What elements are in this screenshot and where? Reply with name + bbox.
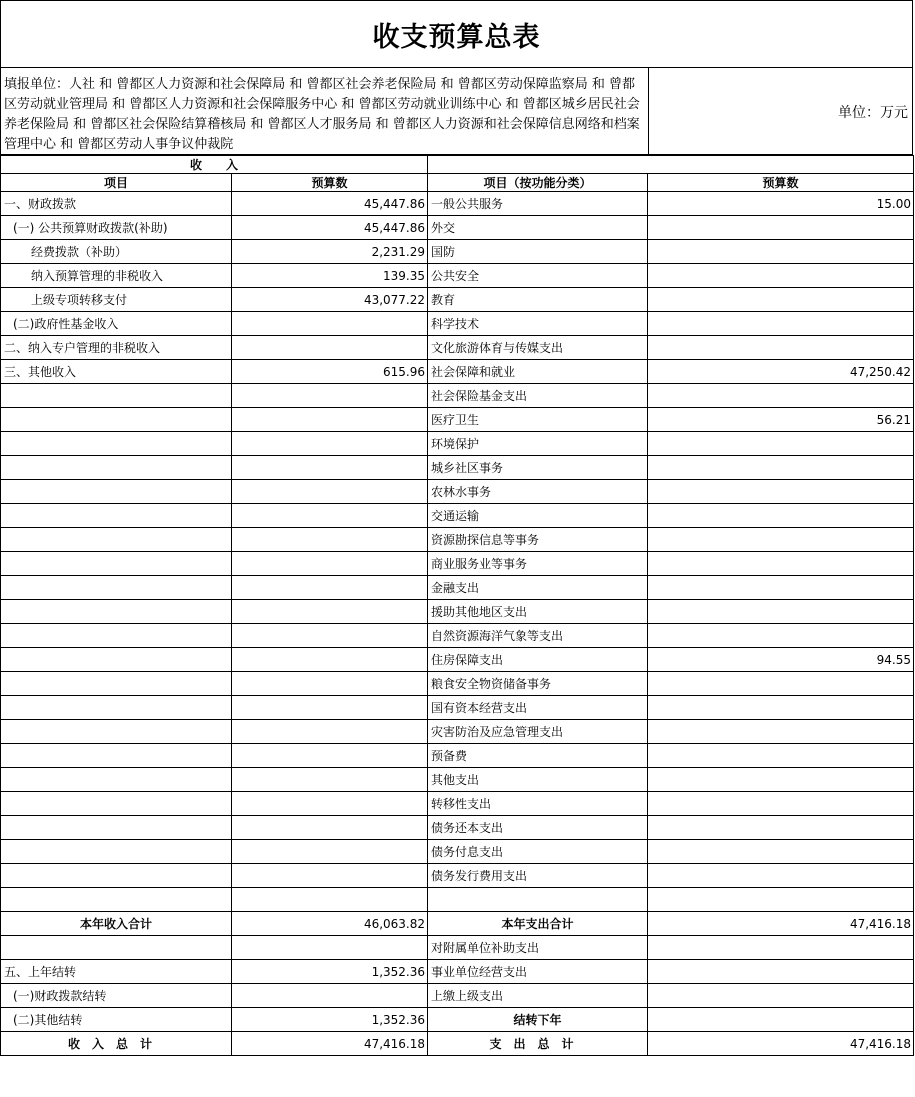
- income-item: [1, 432, 232, 456]
- income-budget: [232, 744, 428, 768]
- expense-item: 灾害防治及应急管理支出: [428, 720, 648, 744]
- income-budget: [232, 576, 428, 600]
- table-row: [1, 576, 914, 600]
- expense-item: 商业服务业等事务: [428, 552, 648, 576]
- filler-unit-text: 填报单位：人社 和 曾都区人力资源和社会保障局 和 曾都区社会养老保险局 和 曾都区劳动保障监察局 和 曾都区劳动就业管理局 和 曾都区人力资源和社会保障服务中心 和 曾都区劳动就业训练中心 和 曾都区城乡居民社会养老保险局 和 曾都区社会保险结算稽核局 和 曾都区人才服务局 和 曾都区人力资源和社会保障信息网络和档案管理中心 和 曾都区劳动人事争议仲裁院: [4, 77, 640, 152]
- table-row: [1, 768, 914, 792]
- expense-budget: [648, 336, 914, 360]
- table-row: [1, 624, 914, 648]
- income-item: 上级专项转移支付: [1, 288, 232, 312]
- income-item: 经费拨款（补助）: [1, 240, 232, 264]
- income-budget: [232, 600, 428, 624]
- income-budget: [232, 456, 428, 480]
- income-item: [1, 696, 232, 720]
- income-item: [1, 936, 232, 960]
- expense-budget: [648, 456, 914, 480]
- income-item: [1, 840, 232, 864]
- expense-budget: [648, 792, 914, 816]
- expense-budget: [648, 1008, 914, 1032]
- expense-item: 结转下年: [428, 1008, 648, 1032]
- expense-budget: 56.21: [648, 408, 914, 432]
- income-item: [1, 504, 232, 528]
- expense-item: 对附属单位补助支出: [428, 936, 648, 960]
- income-budget: [232, 408, 428, 432]
- income-budget: [232, 816, 428, 840]
- expense-subtotal-value: 47,416.18: [648, 912, 914, 936]
- table-row: [1, 984, 914, 1008]
- expense-item: 农林水事务: [428, 480, 648, 504]
- income-budget: 45,447.86: [232, 192, 428, 216]
- income-budget: [232, 696, 428, 720]
- income-item: [1, 552, 232, 576]
- expense-total-value: 47,416.18: [648, 1032, 914, 1056]
- table-row: [1, 696, 914, 720]
- expense-header-blank: [428, 156, 914, 174]
- income-budget: [232, 528, 428, 552]
- income-total-label: 收入总计: [1, 1032, 232, 1056]
- income-item: [1, 648, 232, 672]
- expense-budget: [648, 696, 914, 720]
- income-item: [1, 480, 232, 504]
- table-row: [1, 432, 914, 456]
- income-budget: [232, 864, 428, 888]
- income-budget: [232, 984, 428, 1008]
- income-header: 收 入: [1, 156, 428, 174]
- income-budget: [232, 672, 428, 696]
- income-item: [1, 384, 232, 408]
- expense-budget: [648, 576, 914, 600]
- table-row: [1, 408, 914, 432]
- income-item: [1, 792, 232, 816]
- expense-budget: [648, 624, 914, 648]
- income-budget: [232, 888, 428, 912]
- income-budget: [232, 552, 428, 576]
- expense-item: 国有资本经营支出: [428, 696, 648, 720]
- expense-total-label: 支出总计: [428, 1032, 648, 1056]
- expense-item: 债务还本支出: [428, 816, 648, 840]
- expense-item: 文化旅游体育与传媒支出: [428, 336, 648, 360]
- expense-item: 上缴上级支出: [428, 984, 648, 1008]
- expense-item: 其他支出: [428, 768, 648, 792]
- income-subtotal-value: 46,063.82: [232, 912, 428, 936]
- table-row: [1, 672, 914, 696]
- expense-budget: [648, 288, 914, 312]
- expense-item: 住房保障支出: [428, 648, 648, 672]
- budget-table: [0, 155, 914, 1056]
- expense-budget: [648, 720, 914, 744]
- expense-subtotal-label: 本年支出合计: [428, 912, 648, 936]
- income-item: [1, 672, 232, 696]
- table-row: [1, 288, 914, 312]
- expense-budget: [648, 528, 914, 552]
- expense-budget: 47,250.42: [648, 360, 914, 384]
- expense-budget: [648, 480, 914, 504]
- expense-item: 债务付息支出: [428, 840, 648, 864]
- table-row: [1, 456, 914, 480]
- income-budget: [232, 624, 428, 648]
- income-item: [1, 576, 232, 600]
- title-cell: [0, 0, 913, 68]
- expense-item: 医疗卫生: [428, 408, 648, 432]
- filler-row: [0, 67, 913, 155]
- expense-budget: [648, 744, 914, 768]
- income-budget: [232, 648, 428, 672]
- income-budget: [232, 312, 428, 336]
- table-row: [1, 792, 914, 816]
- page-title: 收支预算总表: [372, 21, 541, 53]
- expense-item: 一般公共服务: [428, 192, 648, 216]
- income-item: [1, 744, 232, 768]
- income-item: (二)其他结转: [1, 1008, 232, 1032]
- expense-budget: [648, 816, 914, 840]
- expense-budget: [648, 504, 914, 528]
- income-budget: 1,352.36: [232, 1008, 428, 1032]
- expense-item: 交通运输: [428, 504, 648, 528]
- table-row: [1, 816, 914, 840]
- income-item: 三、其他收入: [1, 360, 232, 384]
- income-item: 一、财政拨款: [1, 192, 232, 216]
- expense-budget: [648, 984, 914, 1008]
- table-row: [1, 384, 914, 408]
- expense-item: 科学技术: [428, 312, 648, 336]
- table-row: [1, 864, 914, 888]
- income-budget: 139.35: [232, 264, 428, 288]
- expense-budget: [648, 672, 914, 696]
- income-budget: [232, 720, 428, 744]
- unit-separator: [648, 67, 649, 154]
- expense-budget: [648, 240, 914, 264]
- expense-budget: [648, 888, 914, 912]
- table-row: [1, 264, 914, 288]
- expense-item: [428, 888, 648, 912]
- table-row: [1, 504, 914, 528]
- expense-item: 粮食安全物资储备事务: [428, 672, 648, 696]
- table-row: [1, 240, 914, 264]
- income-item: [1, 720, 232, 744]
- income-budget: 45,447.86: [232, 216, 428, 240]
- table-row: [1, 336, 914, 360]
- expense-budget: [648, 840, 914, 864]
- table-row: [1, 192, 914, 216]
- col-func-item: 项目（按功能分类）: [428, 174, 648, 192]
- income-budget: 2,231.29: [232, 240, 428, 264]
- expense-item: 社会保险基金支出: [428, 384, 648, 408]
- income-header-row: [1, 156, 914, 174]
- expense-item: 环境保护: [428, 432, 648, 456]
- expense-budget: [648, 216, 914, 240]
- income-budget: [232, 504, 428, 528]
- income-item: [1, 408, 232, 432]
- table-row: [1, 936, 914, 960]
- income-budget: 615.96: [232, 360, 428, 384]
- income-item: (一) 公共预算财政拨款(补助): [1, 216, 232, 240]
- income-item: [1, 768, 232, 792]
- expense-budget: [648, 264, 914, 288]
- income-item: 二、纳入专户管理的非税收入: [1, 336, 232, 360]
- table-row: [1, 600, 914, 624]
- table-row: [1, 888, 914, 912]
- expense-item: 教育: [428, 288, 648, 312]
- expense-item: 援助其他地区支出: [428, 600, 648, 624]
- unit-label: 单位：万元: [838, 105, 908, 121]
- income-total-value: 47,416.18: [232, 1032, 428, 1056]
- income-budget: [232, 840, 428, 864]
- expense-budget: [648, 552, 914, 576]
- expense-item: 社会保障和就业: [428, 360, 648, 384]
- expense-budget: [648, 312, 914, 336]
- table-row: [1, 216, 914, 240]
- expense-budget: 94.55: [648, 648, 914, 672]
- table-row: [1, 360, 914, 384]
- subtotal-row: [1, 912, 914, 936]
- income-item: [1, 816, 232, 840]
- expense-budget: [648, 768, 914, 792]
- income-budget: [232, 432, 428, 456]
- expense-budget: [648, 864, 914, 888]
- expense-budget: [648, 600, 914, 624]
- expense-item: 债务发行费用支出: [428, 864, 648, 888]
- table-row: [1, 744, 914, 768]
- income-subtotal-label: 本年收入合计: [1, 912, 232, 936]
- col-budget: 预算数: [232, 174, 428, 192]
- table-row: [1, 1008, 914, 1032]
- grand-total-row: [1, 1032, 914, 1056]
- expense-item: 国防: [428, 240, 648, 264]
- table-row: [1, 312, 914, 336]
- col-item: 项目: [1, 174, 232, 192]
- income-budget: [232, 336, 428, 360]
- income-item: [1, 864, 232, 888]
- expense-budget: [648, 432, 914, 456]
- expense-item: 事业单位经营支出: [428, 960, 648, 984]
- table-row: [1, 840, 914, 864]
- expense-item: 资源勘探信息等事务: [428, 528, 648, 552]
- expense-item: 金融支出: [428, 576, 648, 600]
- expense-item: 自然资源海洋气象等支出: [428, 624, 648, 648]
- expense-item: 转移性支出: [428, 792, 648, 816]
- expense-item: 城乡社区事务: [428, 456, 648, 480]
- column-header-row: [1, 174, 914, 192]
- table-row: [1, 648, 914, 672]
- income-item: [1, 888, 232, 912]
- expense-budget: [648, 960, 914, 984]
- income-item: [1, 624, 232, 648]
- table-row: [1, 960, 914, 984]
- income-item: [1, 528, 232, 552]
- income-budget: [232, 792, 428, 816]
- table-row: [1, 528, 914, 552]
- income-budget: 43,077.22: [232, 288, 428, 312]
- col-func-budget: 预算数: [648, 174, 914, 192]
- table-row: [1, 552, 914, 576]
- income-budget: 1,352.36: [232, 960, 428, 984]
- income-item: 五、上年结转: [1, 960, 232, 984]
- expense-budget: 15.00: [648, 192, 914, 216]
- expense-budget: [648, 936, 914, 960]
- income-item: [1, 456, 232, 480]
- income-budget: [232, 480, 428, 504]
- income-item: (二)政府性基金收入: [1, 312, 232, 336]
- expense-budget: [648, 384, 914, 408]
- income-item: 纳入预算管理的非税收入: [1, 264, 232, 288]
- expense-item: 预备费: [428, 744, 648, 768]
- income-budget: [232, 384, 428, 408]
- table-row: [1, 480, 914, 504]
- income-item: [1, 600, 232, 624]
- income-item: (一)财政拨款结转: [1, 984, 232, 1008]
- table-row: [1, 720, 914, 744]
- income-budget: [232, 936, 428, 960]
- expense-item: 公共安全: [428, 264, 648, 288]
- expense-item: 外交: [428, 216, 648, 240]
- income-budget: [232, 768, 428, 792]
